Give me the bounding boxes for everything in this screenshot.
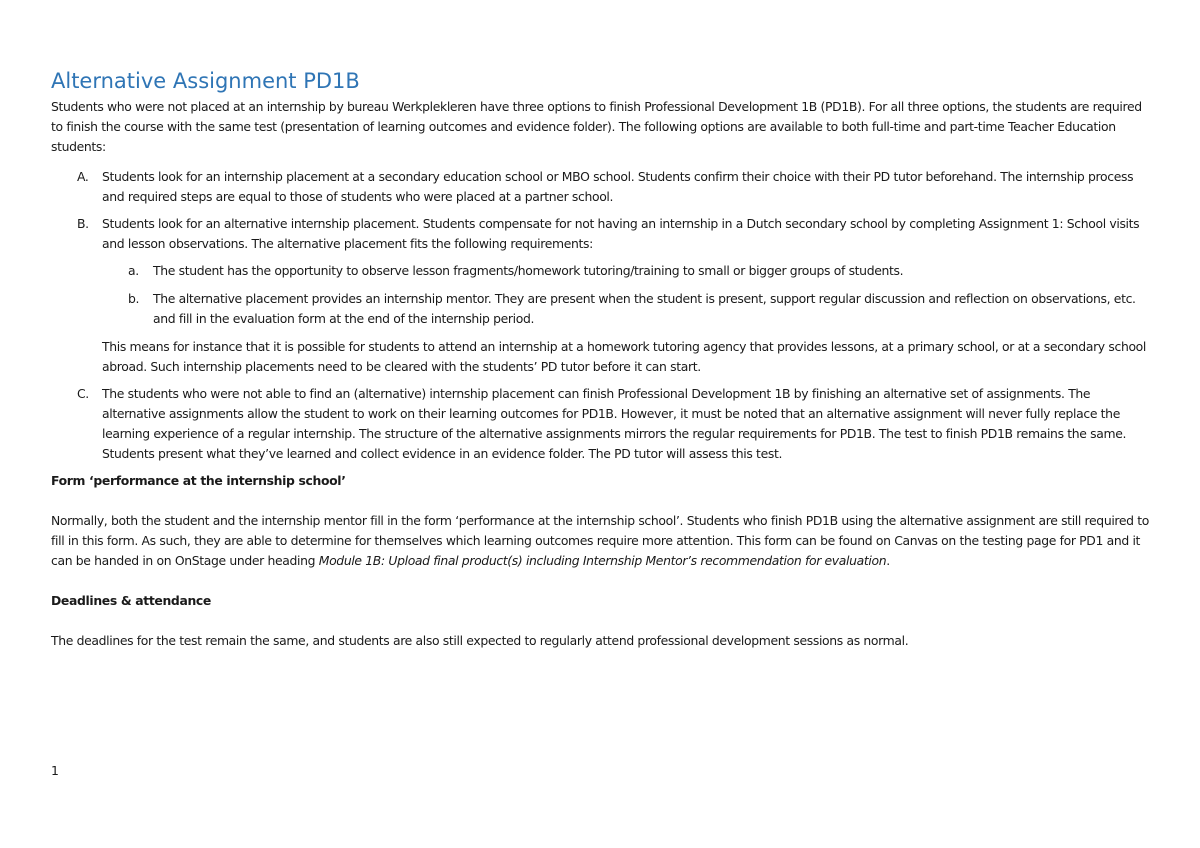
form-section-heading: Form ‘performance at the internship school’ [51,473,346,488]
deadlines-paragraph: The deadlines for the test remain the same, and students are also still expected to regularly attend professional development sessions as normal. [51,633,909,648]
sub-list-item-a [51,261,1151,281]
option-b-note: This means for instance that it is possible for students to attend an internship at a homework tutoring agency that provides lessons, at a primary school, or at a secondary school abroad. Such internship placements need to be cleared with the students’ PD tutor before it can start. [102,339,1147,374]
form-section-paragraph [51,511,1151,571]
list-marker: A. [77,169,89,184]
document-page [51,66,1151,651]
page-number: 1 [51,763,59,778]
sub-list-marker: b. [128,291,140,306]
list-item-option-a [51,167,1151,207]
form-section-end: . [886,553,890,568]
sub-list-marker: a. [128,263,139,278]
sub-list-item-text: The student has the opportunity to observe lesson fragments/homework tutoring/training to small or bigger groups of students. [153,263,904,278]
list-item-text: Students look for an alternative internship placement. Students compensate for not having an internship in a Dutch secondary school by completing Assignment 1: School visits and lesson observations. The alternative placement fits the following requirements: [102,216,1140,251]
list-item-option-c [51,384,1151,464]
page-title: Alternative Assignment PD1B [51,69,360,93]
intro-paragraph: Students who were not placed at an internship by bureau Werkplekleren have three options to finish Professional Development 1B (PD1B). For all three options, the students are required to finish the course with the same test (presentation of learning outcomes and evidence folder). The following options are available to both full-time and part-time Teacher Education students: [51,99,1142,154]
form-section-text: Normally, both the student and the internship mentor fill in the form ‘performance at the internship school’. Students who finish PD1B using the alternative assignment are still required to fill in this form. As such, they are able to determine for themselves which learning outcomes require more attention. This form can be found on Canvas on the testing page for PD1 and it can be handed in on OnStage under heading [51,513,1150,568]
list-marker: C. [77,386,89,401]
sub-list-item-b [51,289,1151,329]
deadlines-heading: Deadlines & attendance [51,593,211,608]
list-item-text: Students look for an internship placement at a secondary education school or MBO school. Students confirm their choice with their PD tutor beforehand. The internship process and required steps are equal to those of students who were placed at a partner school. [102,169,1134,204]
list-item-text: The students who were not able to find an (alternative) internship placement can finish Professional Development 1B by finishing an alternative set of assignments. The alternative assignments allow the student to work on their learning outcomes for PD1B. However, it must be noted that an alternative assignment will never fully replace the learning experience of a regular internship. The structure of the alternative assignments mirrors the regular requirements for PD1B. The test to finish PD1B remains the same. Students present what they’ve learned and collect evidence in an evidence folder. The PD tutor will assess this test. [102,386,1127,461]
module-reference: Module 1B: Upload final product(s) including Internship Mentor’s recommendation for evaluation [318,553,887,568]
list-item-option-b [51,214,1151,254]
sub-list-item-text: The alternative placement provides an internship mentor. They are present when the student is present, support regular discussion and reflection on observations, etc. and fill in the evaluation form at the end of the internship period. [153,291,1136,326]
list-marker: B. [77,216,89,231]
